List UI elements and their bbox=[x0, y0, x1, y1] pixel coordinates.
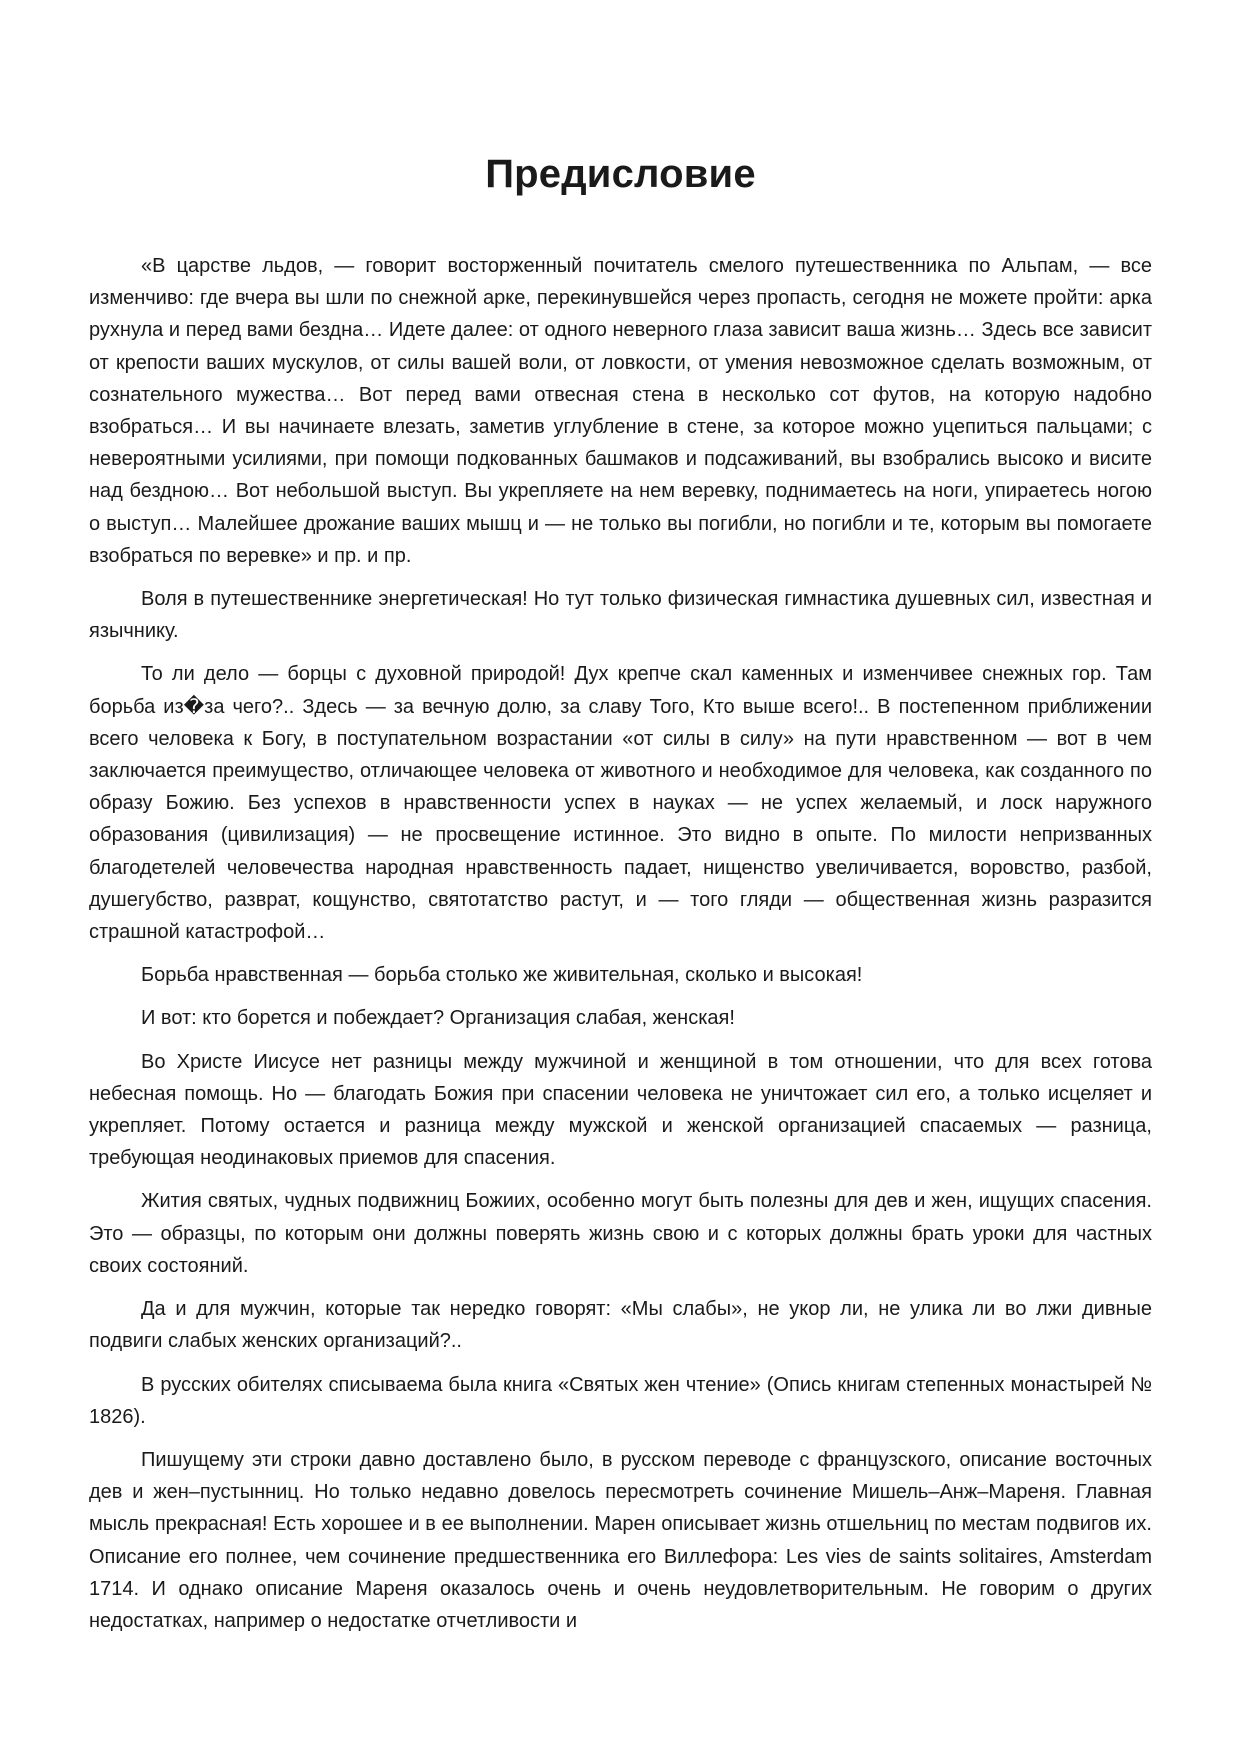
paragraph: Да и для мужчин, которые так нередко говорят: «Мы слабы», не укор ли, не улика ли во лжи дивные подвиги слабых женских организаций?.. bbox=[89, 1298, 1152, 1353]
paragraph: Пишущему эти строки давно доставлено было, в русском переводе с французского, описание восточных дев и жен–пустынниц. Но только недавно довелось пересмотреть сочинение Мишель–Анж–Мареня. Главная мысль прекрасная! Есть хорошее и в ее выполнении. Марен описывает жизнь отшельниц по местам подвигов их. Описание его полнее, чем сочинение предшественника его Виллефора: Les vies de saints solitaires, Amsterdam 1714. И однако описание Мареня оказалось очень и очень неудовлетворительным. Не говорим о других недостатках, например о недостатке отчетливости и bbox=[89, 1448, 1152, 1632]
paragraph: «В царстве льдов, — говорит восторженный почитатель смелого путешественника по Альпам, — все изменчиво: где вчера вы шли по снежной арке, перекинувшейся через пропасть, сегодня не можете пройти: арка рухнула и перед вами бездна… Идете далее: от одного неверного глаза зависит ваша жизнь… Здесь все зависит от крепости ваших мускулов, от силы вашей воли, от ловкости, от умения невозможное сделать возможным, от сознательного мужества… Вот перед вами отвесная стена в несколько сот футов, на которую надобно взобраться… И вы начинаете влезать, заметив углубление в стене, за которое можно уцепиться пальцами; с невероятными усилиями, при помощи подкованных башмаков и подсаживаний, вы взобрались высоко и висите над бездною… Вот небольшой выступ. Вы укрепляете на нем веревку, поднимаетесь на ноги, упираетесь ногою о выступ… Малейшее дрожание ваших мышц и — не только вы погибли, но погибли и те, которым вы помогаете взобраться по веревке» и пр. и пр. bbox=[89, 255, 1152, 567]
paragraph: Жития святых, чудных подвижниц Божиих, особенно могут быть полезны для дев и жен, ищущих спасения. Это — образцы, по которым они должны поверять жизнь свою и с которых должны брать уроки для частных своих состояний. bbox=[89, 1190, 1152, 1277]
paragraph: Во Христе Иисусе нет разницы между мужчиной и женщиной в том отношении, что для всех готова небесная помощь. Но — благодать Божия при спасении человека не уничтожает сил его, а только исцеляет и укрепляет. Потому остается и разница между мужской и женской организацией спасаемых — разница, требующая неодинаковых приемов для спасения. bbox=[89, 1050, 1152, 1170]
document-page bbox=[89, 150, 1152, 1648]
paragraph: Борьба нравственная — борьба столько же живительная, сколько и высокая! bbox=[141, 964, 863, 987]
paragraph: И вот: кто борется и побеждает? Организация слабая, женская! bbox=[141, 1007, 735, 1030]
paragraph: Воля в путешественнике энергетическая! Но тут только физическая гимнастика душевных сил, известная и язычнику. bbox=[89, 588, 1152, 643]
paragraph: В русских обителях списываема была книга «Святых жен чтение» (Опись книгам степенных монастырей № 1826). bbox=[89, 1373, 1152, 1428]
page-title: Предисловие bbox=[485, 152, 756, 196]
paragraph: То ли дело — борцы с духовной природой! Дух крепче скал каменных и изменчивее снежных гор. Там борьба из�за чего?.. Здесь — за вечную долю, за славу Того, Кто выше всего!.. В постепенном приближении всего человека к Богу, в поступательном возрастании «от силы в силу» на пути нравственном — вот в чем заключается преимущество, отличающее человека от животного и необходимое для человека, как созданного по образу Божию. Без успехов в нравственности успех в науках — не успех желаемый, и лоск наружного образования (цивилизация) — не просвещение истинное. Это видно в опыте. По милости непризванных благодетелей человечества народная нравственность падает, нищенство увеличивается, воровство, разбой, душегубство, разврат, кощунство, святотатство растут, и — того гляди — общественная жизнь разразится страшной катастрофой… bbox=[89, 663, 1152, 944]
